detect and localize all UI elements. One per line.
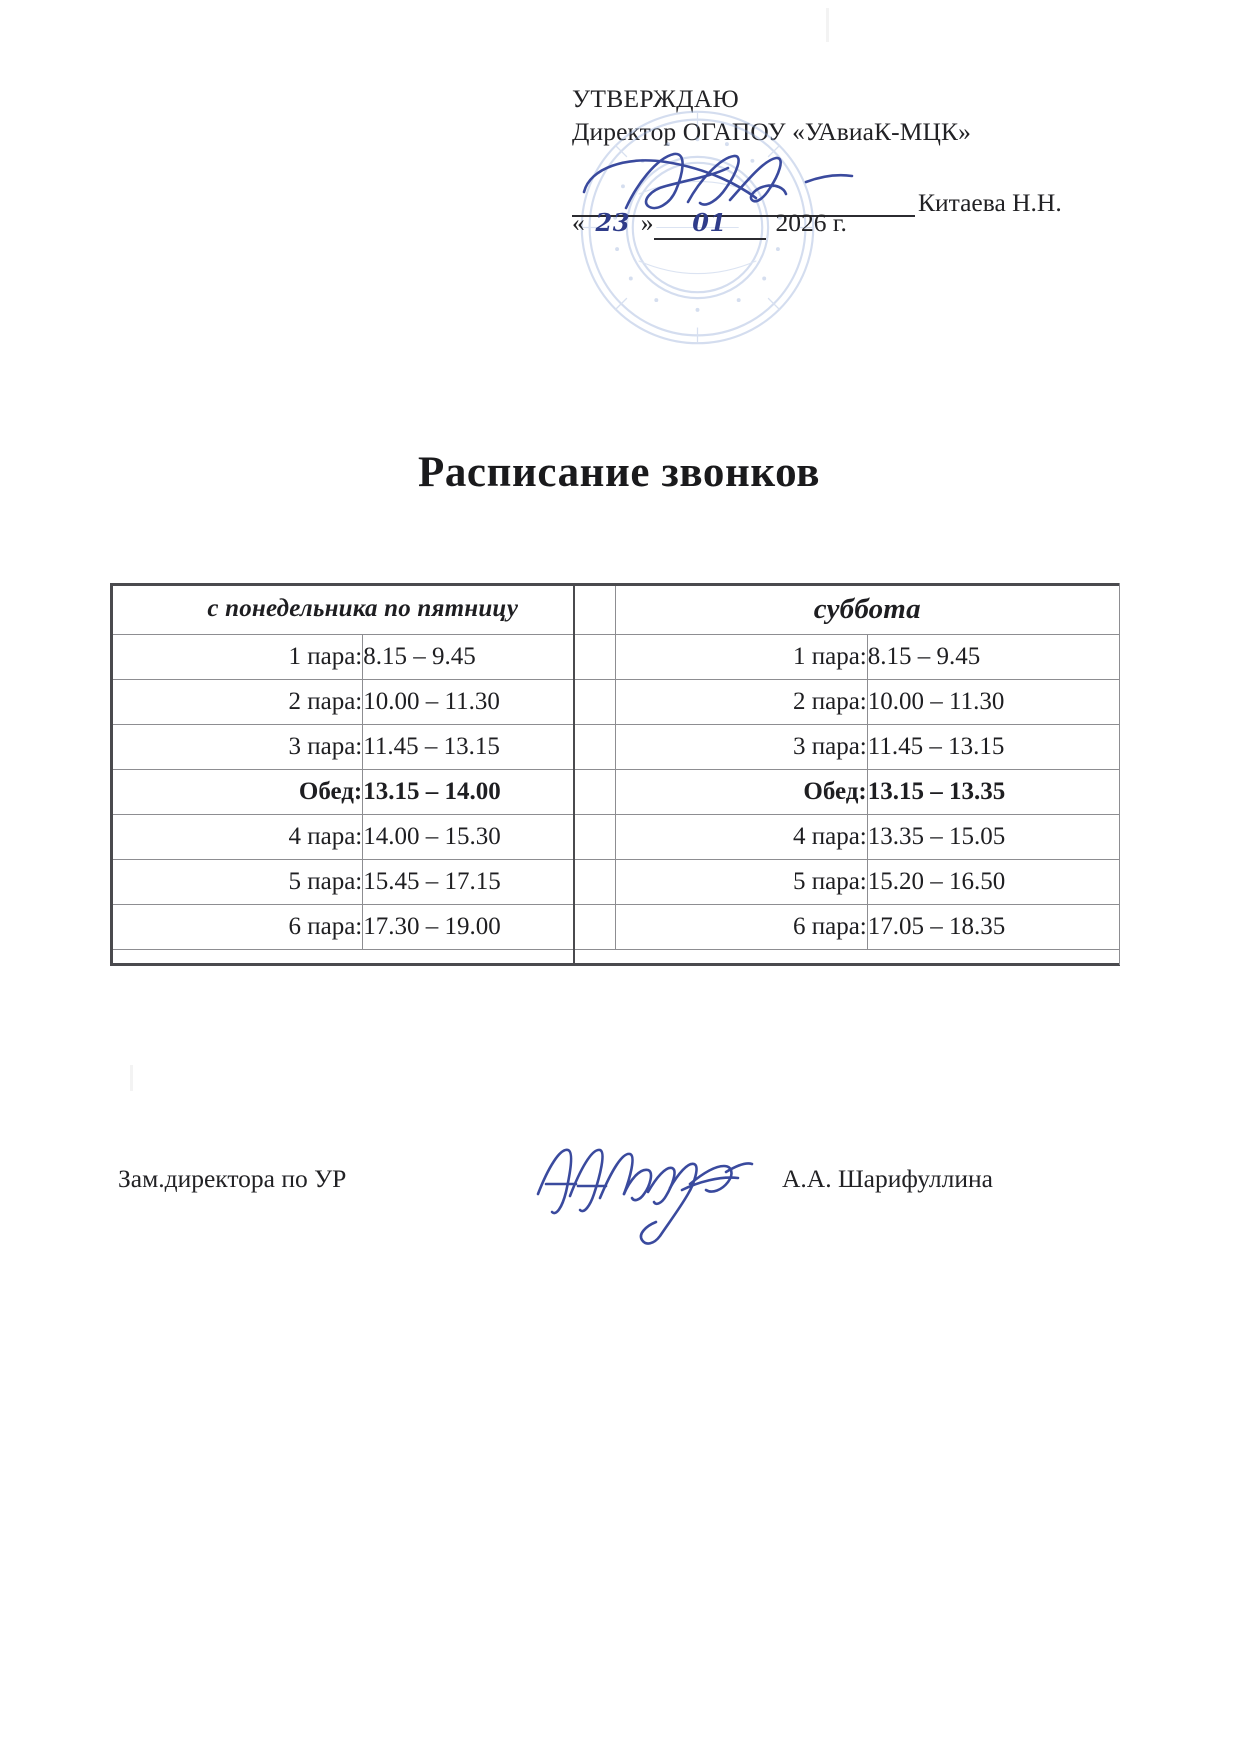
saturday-period-time-0: 8.15 – 9.45 xyxy=(867,635,1119,680)
table-row xyxy=(111,815,1120,860)
weekday-period-label-3: Обед: xyxy=(111,770,363,815)
table-frame-right xyxy=(1119,583,1120,965)
weekday-period-time-2: 11.45 – 13.15 xyxy=(363,725,615,770)
date-open-quote: « xyxy=(572,208,585,237)
weekday-period-time-1: 10.00 – 11.30 xyxy=(363,680,615,725)
saturday-period-label-3: Обед: xyxy=(615,770,867,815)
bell-schedule-table xyxy=(110,583,1120,950)
weekday-period-time-3: 13.15 – 14.00 xyxy=(363,770,615,815)
scan-artifact xyxy=(826,8,829,42)
saturday-period-label-5: 5 пара: xyxy=(615,860,867,905)
weekday-period-time-6: 17.30 – 19.00 xyxy=(363,905,615,950)
table-frame-top xyxy=(110,583,1120,586)
column-header-weekdays: с понедельника по пятницу xyxy=(111,584,616,635)
table-row xyxy=(111,770,1120,815)
table-row xyxy=(111,725,1120,770)
table-body xyxy=(111,635,1120,950)
weekday-period-label-4: 4 пара: xyxy=(111,815,363,860)
page-title: Расписание звонков xyxy=(417,449,821,496)
weekday-period-label-5: 5 пара: xyxy=(111,860,363,905)
approval-line-utverzhdayu: УТВЕРЖДАЮ xyxy=(572,84,740,113)
saturday-period-label-6: 6 пара: xyxy=(615,905,867,950)
date-day-handwritten: 23 xyxy=(595,208,630,237)
director-name: Китаева Н.Н. xyxy=(918,188,1062,217)
weekday-period-time-0: 8.15 – 9.45 xyxy=(363,635,615,680)
table-row xyxy=(111,680,1120,725)
deputy-signature-icon xyxy=(530,1132,760,1247)
approval-block xyxy=(572,82,1132,148)
saturday-period-label-4: 4 пара: xyxy=(615,815,867,860)
table-header-row xyxy=(111,584,1120,635)
date-close-quote: » xyxy=(640,208,654,237)
saturday-period-time-4: 13.35 – 15.05 xyxy=(867,815,1119,860)
table-frame-left xyxy=(110,583,113,965)
table-frame-middle-divider xyxy=(573,583,575,965)
saturday-period-label-2: 3 пара: xyxy=(615,725,867,770)
deputy-name: А.А. Шарифуллина xyxy=(782,1164,993,1193)
table-frame-bottom xyxy=(110,963,1120,966)
saturday-period-time-6: 17.05 – 18.35 xyxy=(867,905,1119,950)
date-month-handwritten: 01 xyxy=(692,208,727,237)
weekday-period-label-6: 6 пара: xyxy=(111,905,363,950)
date-year: 2026 г. xyxy=(775,208,847,237)
weekday-period-label-0: 1 пара: xyxy=(111,635,363,680)
approval-date-line xyxy=(572,208,847,240)
approval-line-director-org: Директор ОГАПОУ «УАвиаК-МЦК» xyxy=(572,117,971,147)
saturday-period-time-1: 10.00 – 11.30 xyxy=(867,680,1119,725)
saturday-period-time-2: 11.45 – 13.15 xyxy=(867,725,1119,770)
footer-signature-row xyxy=(110,1142,1120,1252)
deputy-position-label: Зам.директора по УР xyxy=(118,1164,347,1193)
saturday-period-time-5: 15.20 – 16.50 xyxy=(867,860,1119,905)
column-header-saturday: суббота xyxy=(615,584,1120,635)
weekday-period-label-1: 2 пара: xyxy=(111,680,363,725)
saturday-period-label-1: 2 пара: xyxy=(615,680,867,725)
weekday-period-time-4: 14.00 – 15.30 xyxy=(363,815,615,860)
table-row xyxy=(111,635,1120,680)
saturday-period-label-0: 1 пара: xyxy=(615,635,867,680)
table-row xyxy=(111,860,1120,905)
weekday-period-time-5: 15.45 – 17.15 xyxy=(363,860,615,905)
saturday-period-time-3: 13.15 – 13.35 xyxy=(867,770,1119,815)
weekday-period-label-2: 3 пара: xyxy=(111,725,363,770)
scan-artifact xyxy=(130,1065,133,1091)
table-row xyxy=(111,905,1120,950)
